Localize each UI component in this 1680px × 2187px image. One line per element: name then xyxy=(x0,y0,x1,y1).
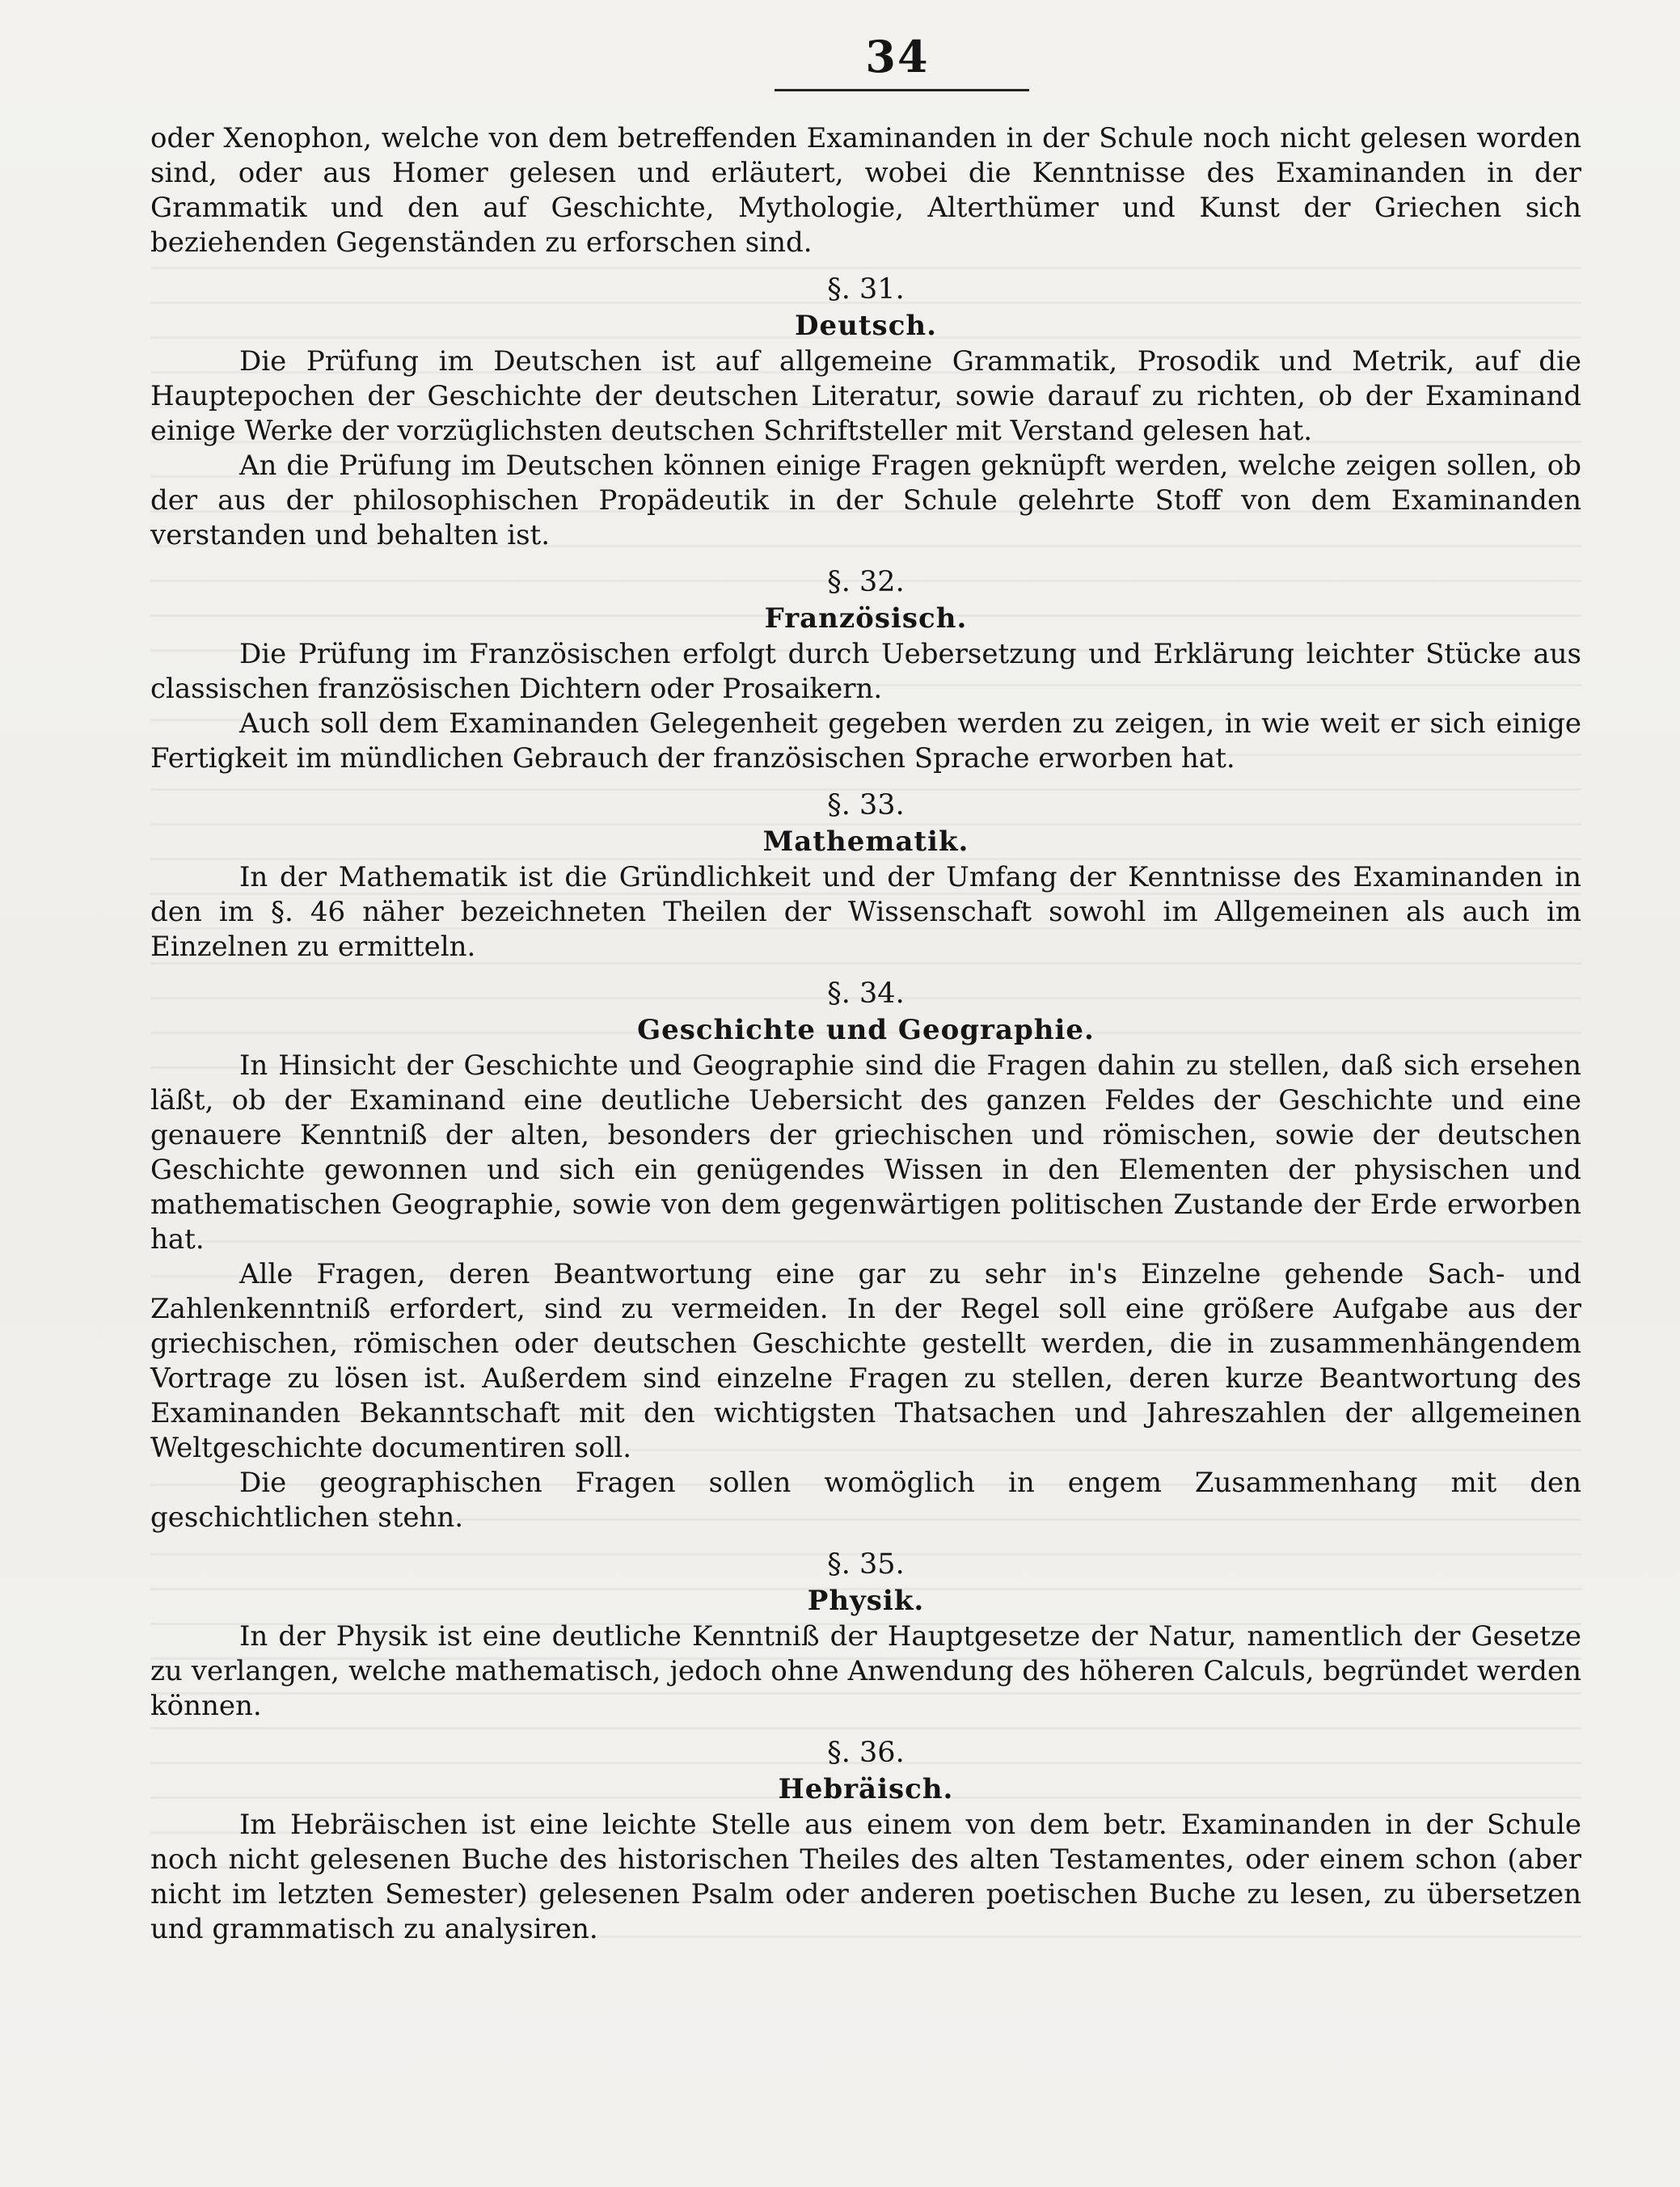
section-paragraph: In der Physik ist eine deutliche Kenntniß der Hauptgesetze der Natur, namentlich der Gesetze zu verlangen, welche mathematisch, jedoch ohne Anwendung des höheren Calculs, begründet werden können. xyxy=(150,1620,1581,1722)
section-paragraph: Auch soll dem Examinanden Gelegenheit gegeben werden zu zeigen, in wie weit er sich einige Fertigkeit im mündlichen Gebrauch der französischen Sprache erworben hat. xyxy=(150,707,1581,775)
page-number-rule xyxy=(775,89,1029,91)
intro-paragraph: oder Xenophon, welche von dem betreffenden Examinanden in der Schule noch nicht gelesen worden sind, oder aus Homer gelesen und erläutert, wobei die Kenntnisse des Examinanden in der Grammatik und den auf Geschichte, Mythologie, Alterthümer und Kunst der Griechen sich beziehenden Gegenständen zu erforschen sind. xyxy=(150,122,1581,259)
section-paragraph: In der Mathematik ist die Gründlichkeit und der Umfang der Kenntnisse des Examinanden in den im §. 46 näher bezeichneten Theilen der Wissenschaft sowohl im Allgemeinen als auch im Einzelnen zu ermitteln. xyxy=(150,861,1581,963)
section-paragraph: Im Hebräischen ist eine leichte Stelle aus einem von dem betr. Examinanden in der Schule noch nicht gelesenen Buche des historischen Theiles des alten Testamentes, oder einem schon (aber nicht im letzten Semester) gelesenen Psalm oder anderen poetischen Buche zu lesen, zu übersetzen und grammatisch zu analysiren. xyxy=(150,1809,1581,1945)
section-number: §. 33. xyxy=(827,789,905,821)
section-number: §. 32. xyxy=(827,566,905,598)
section-title: Mathematik. xyxy=(762,825,969,858)
page-number: 34 xyxy=(865,31,930,82)
section-title: Geschichte und Geographie. xyxy=(637,1014,1095,1046)
section-paragraph: An die Prüfung im Deutschen können einige Fragen geknüpft werden, welche zeigen sollen, ob der aus der philosophischen Propädeutik in der Schule gelehrte Stoff von dem Examinanden verstanden und behalten ist. xyxy=(150,450,1581,551)
section-31 xyxy=(150,272,1581,553)
section-35 xyxy=(150,1547,1581,1724)
section-title: Physik. xyxy=(807,1585,925,1617)
section-36 xyxy=(150,1735,1581,1947)
section-paragraph: Die geographischen Fragen sollen womöglich in engem Zusammenhang mit den geschichtlichen stehn. xyxy=(150,1467,1581,1534)
section-number: §. 34. xyxy=(827,977,905,1010)
section-33 xyxy=(150,787,1581,965)
section-number: §. 31. xyxy=(827,273,905,306)
section-title: Französisch. xyxy=(764,602,968,635)
section-paragraph: In Hinsicht der Geschichte und Geographie sind die Fragen dahin zu stellen, daß sich ersehen läßt, ob der Examinand eine deutliche Uebersicht des ganzen Feldes der Geschichte und eine genauere Kenntniß der alten, besonders der griechischen und römischen, sowie der deutschen Geschichte gewonnen und sich ein genügendes Wissen in den Elementen der physischen und mathematischen Geographie, sowie von dem gegenwärtigen politischen Zustande der Erde erworben hat. xyxy=(150,1049,1581,1256)
page-content xyxy=(150,121,1581,1947)
section-number: §. 35. xyxy=(827,1548,905,1581)
section-title: Hebräisch. xyxy=(778,1773,954,1805)
section-title: Deutsch. xyxy=(795,310,937,342)
section-paragraph: Alle Fragen, deren Beantwortung eine gar zu sehr in's Einzelne gehende Sach- und Zahlenkenntniß erfordert, sind zu vermeiden. In der Regel soll eine größere Aufgabe aus der griechischen, römischen oder deutschen Geschichte gestellt werden, die in zusammenhängendem Vortrage zu lösen ist. Außerdem sind einzelne Fragen zu stellen, deren kurze Beantwortung des Examinanden Bekanntschaft mit den wichtigsten Thatsachen und Jahreszahlen der allgemeinen Weltgeschichte documentiren soll. xyxy=(150,1258,1581,1464)
section-34 xyxy=(150,976,1581,1535)
section-paragraph: Die Prüfung im Französischen erfolgt durch Uebersetzung und Erklärung leichter Stücke aus classischen französischen Dichtern oder Prosaikern. xyxy=(150,638,1581,705)
section-number: §. 36. xyxy=(827,1737,905,1769)
section-32 xyxy=(150,564,1581,776)
section-paragraph: Die Prüfung im Deutschen ist auf allgemeine Grammatik, Prosodik und Metrik, auf die Hauptepochen der Geschichte der deutschen Literatur, sowie darauf zu richten, ob der Examinand einige Werke der vorzüglichsten deutschen Schriftsteller mit Verstand gelesen hat. xyxy=(150,345,1581,447)
